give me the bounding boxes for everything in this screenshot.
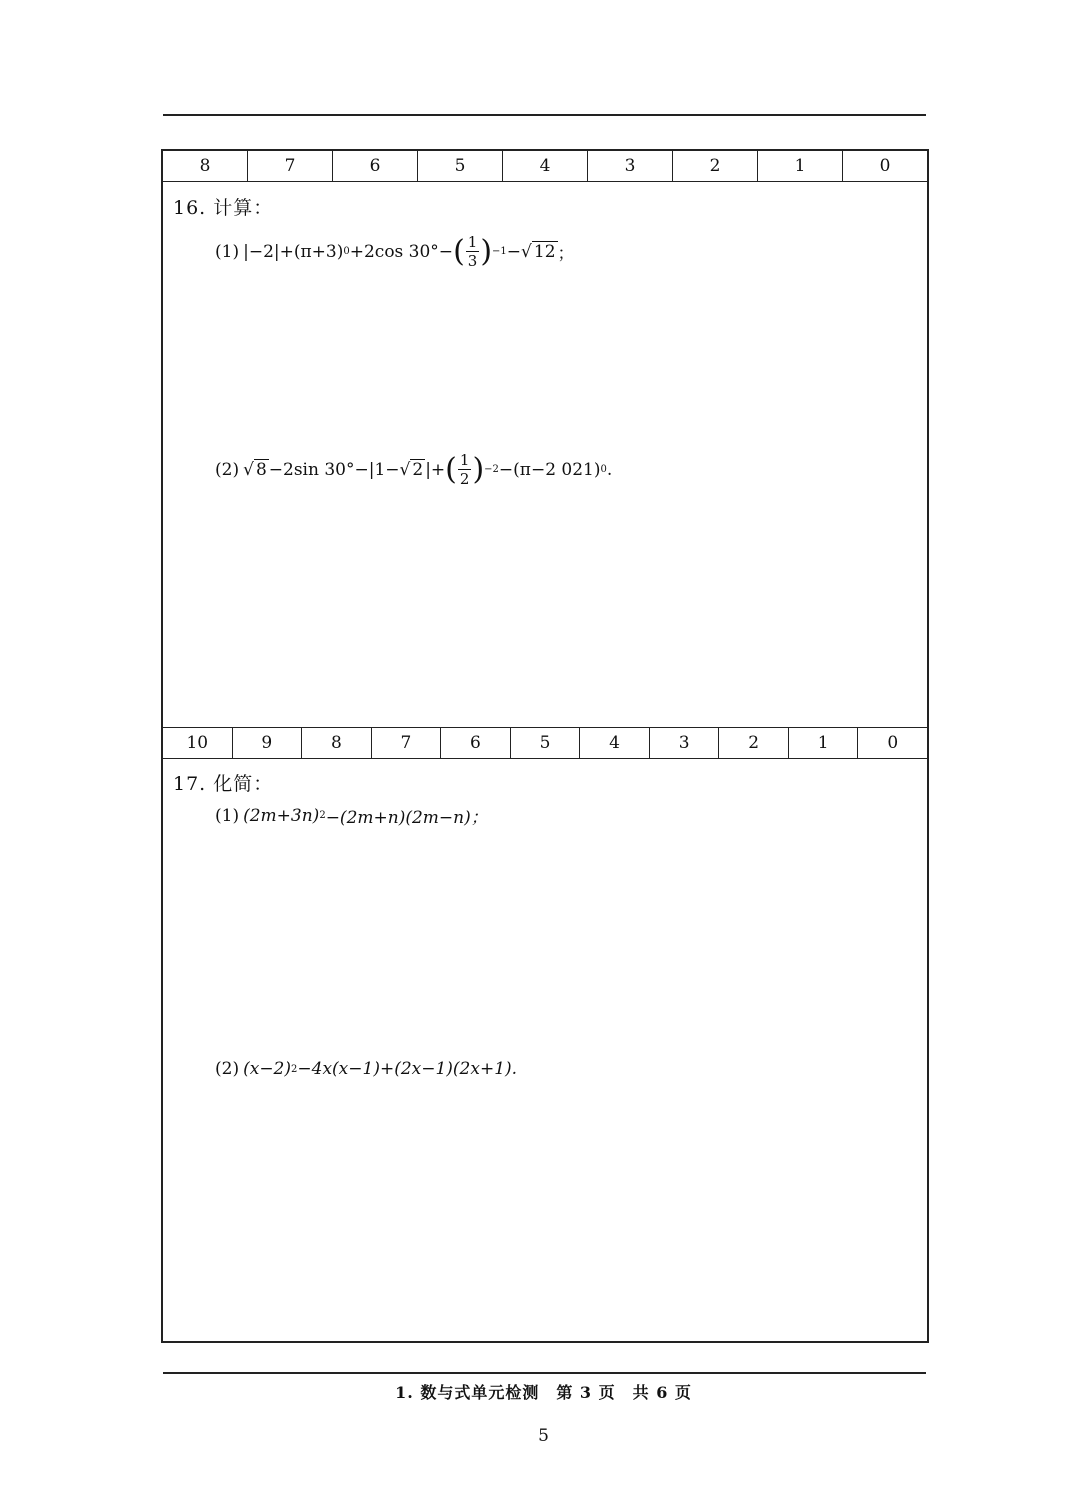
q16-part1 (215, 233, 575, 270)
score-cell[interactable]: 3 (650, 728, 720, 758)
footer-rule (163, 1372, 926, 1374)
answer-box (161, 149, 929, 1343)
fraction (458, 451, 472, 488)
expr-text: |+ (425, 459, 446, 480)
radicand: 2 (412, 460, 424, 480)
exponent: 0 (600, 464, 607, 475)
score-cell[interactable]: 1 (758, 151, 843, 181)
score-cell[interactable]: 0 (887, 733, 899, 753)
left-paren: ( (445, 451, 457, 487)
part-label: (2) (215, 459, 240, 480)
q17-part2 (215, 1059, 517, 1079)
fraction (466, 233, 480, 270)
denominator: 2 (459, 470, 470, 488)
score-cell[interactable]: 2 (673, 151, 758, 181)
numerator: 1 (467, 233, 478, 251)
score-cell[interactable]: 10 (163, 728, 233, 758)
expr-text: (2m+3n) (243, 805, 320, 826)
part-label: (2) (215, 1059, 240, 1079)
score-cell[interactable]: 0 (879, 156, 891, 176)
part-label: (1) (215, 241, 240, 262)
score-cell[interactable]: 6 (333, 151, 418, 181)
score-cell[interactable]: 9 (233, 728, 303, 758)
q17-title: 17. 化简： (173, 773, 274, 795)
score-bar-q17 (163, 727, 927, 759)
expr-text: (x−2) (243, 1059, 292, 1079)
right-paren: ) (480, 233, 493, 269)
score-cell[interactable]: 1 (789, 728, 859, 758)
radicand: 12 (533, 242, 556, 262)
expr-text: +2cos 30°− (349, 241, 454, 262)
q16-part2 (215, 451, 612, 488)
score-cell[interactable]: 3 (588, 151, 673, 181)
exponent: −1 (492, 246, 507, 257)
score-cell[interactable]: 2 (719, 728, 789, 758)
score-bar-q16 (163, 151, 927, 182)
header-rule (163, 114, 926, 116)
page-footer: 1. 数与式单元检测 第 3 页 共 6 页 (395, 1383, 692, 1402)
expr-text: −(2m+n)(2m−n)； (325, 808, 488, 828)
expr-text: . (606, 459, 613, 480)
expr-text: ； (557, 244, 575, 264)
score-cell[interactable]: 4 (580, 728, 650, 758)
q16-title: 16. 计算： (173, 197, 274, 219)
score-cell[interactable]: 7 (248, 151, 333, 181)
right-paren: ) (472, 451, 485, 487)
part-label: (1) (215, 805, 240, 826)
exponent: 0 (343, 246, 350, 257)
expr-text: |−2|+(π+3) (243, 241, 344, 262)
numerator: 1 (459, 451, 470, 469)
q17-part1 (215, 803, 488, 828)
sqrt-sign: √ (399, 459, 411, 480)
exponent: 2 (319, 810, 326, 821)
exponent: −2 (484, 464, 499, 475)
sqrt-sign: √ (243, 459, 254, 480)
radicand: 8 (255, 460, 267, 480)
page-number: 5 (538, 1426, 549, 1446)
exponent: 2 (291, 1063, 298, 1075)
left-paren: ( (453, 233, 465, 269)
score-cell[interactable]: 5 (418, 151, 503, 181)
expr-text: −4x(x−1)+(2x−1)(2x+1). (297, 1059, 518, 1079)
score-cell[interactable]: 8 (163, 151, 248, 181)
sqrt-sign: √ (521, 241, 532, 262)
score-cell[interactable]: 6 (441, 728, 511, 758)
expr-text: − (506, 241, 522, 262)
score-cell[interactable]: 7 (372, 728, 442, 758)
score-cell[interactable]: 5 (511, 728, 581, 758)
expr-text: −(π−2 021) (498, 459, 601, 480)
score-cell[interactable]: 4 (503, 151, 588, 181)
score-cell[interactable]: 8 (302, 728, 372, 758)
denominator: 3 (467, 252, 478, 270)
expr-text: −2sin 30°−|1− (268, 459, 400, 480)
